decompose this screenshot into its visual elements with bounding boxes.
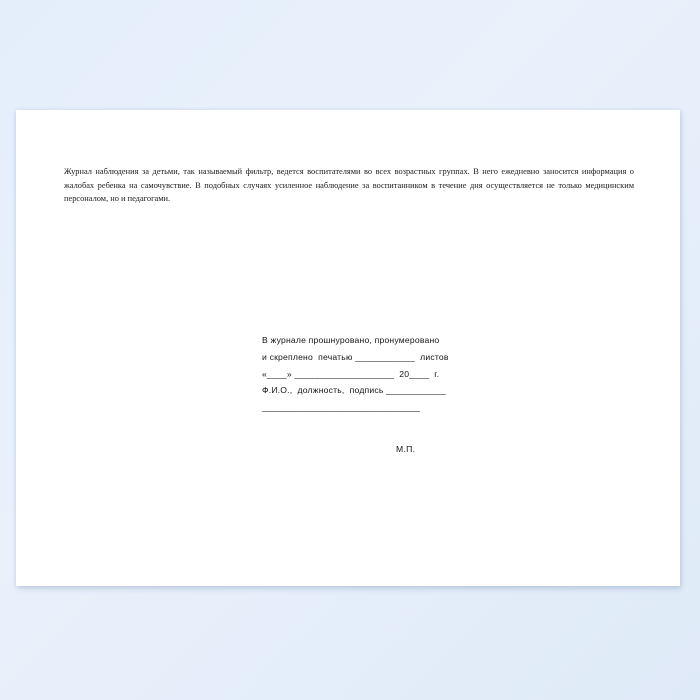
- certification-line-4: Ф.И.О., должность, подпись ____________: [262, 385, 446, 396]
- stamp-label: М.П.: [396, 444, 416, 454]
- document-paragraph: Журнал наблюдения за детьми, так называемый фильтр, ведется воспитателями во всех возрастных группах. В него ежедневно заносится информация о жалобах ребенка на самочувствие. В подобных случаях усиленное наблюдение за воспитанником в течение дня осуществляется не только медицинским персоналом, но и педагогами.: [64, 167, 634, 204]
- certification-line-1: В журнале прошнуровано, пронумеровано: [262, 335, 440, 345]
- certification-line-2: и скреплено печатью ____________ листов: [262, 351, 449, 362]
- certification-block: [262, 332, 562, 416]
- document-page: [16, 110, 680, 586]
- certification-line-3: «____» ____________________ 20____ г.: [262, 368, 440, 379]
- certification-line-5: _________________________________: [262, 402, 420, 412]
